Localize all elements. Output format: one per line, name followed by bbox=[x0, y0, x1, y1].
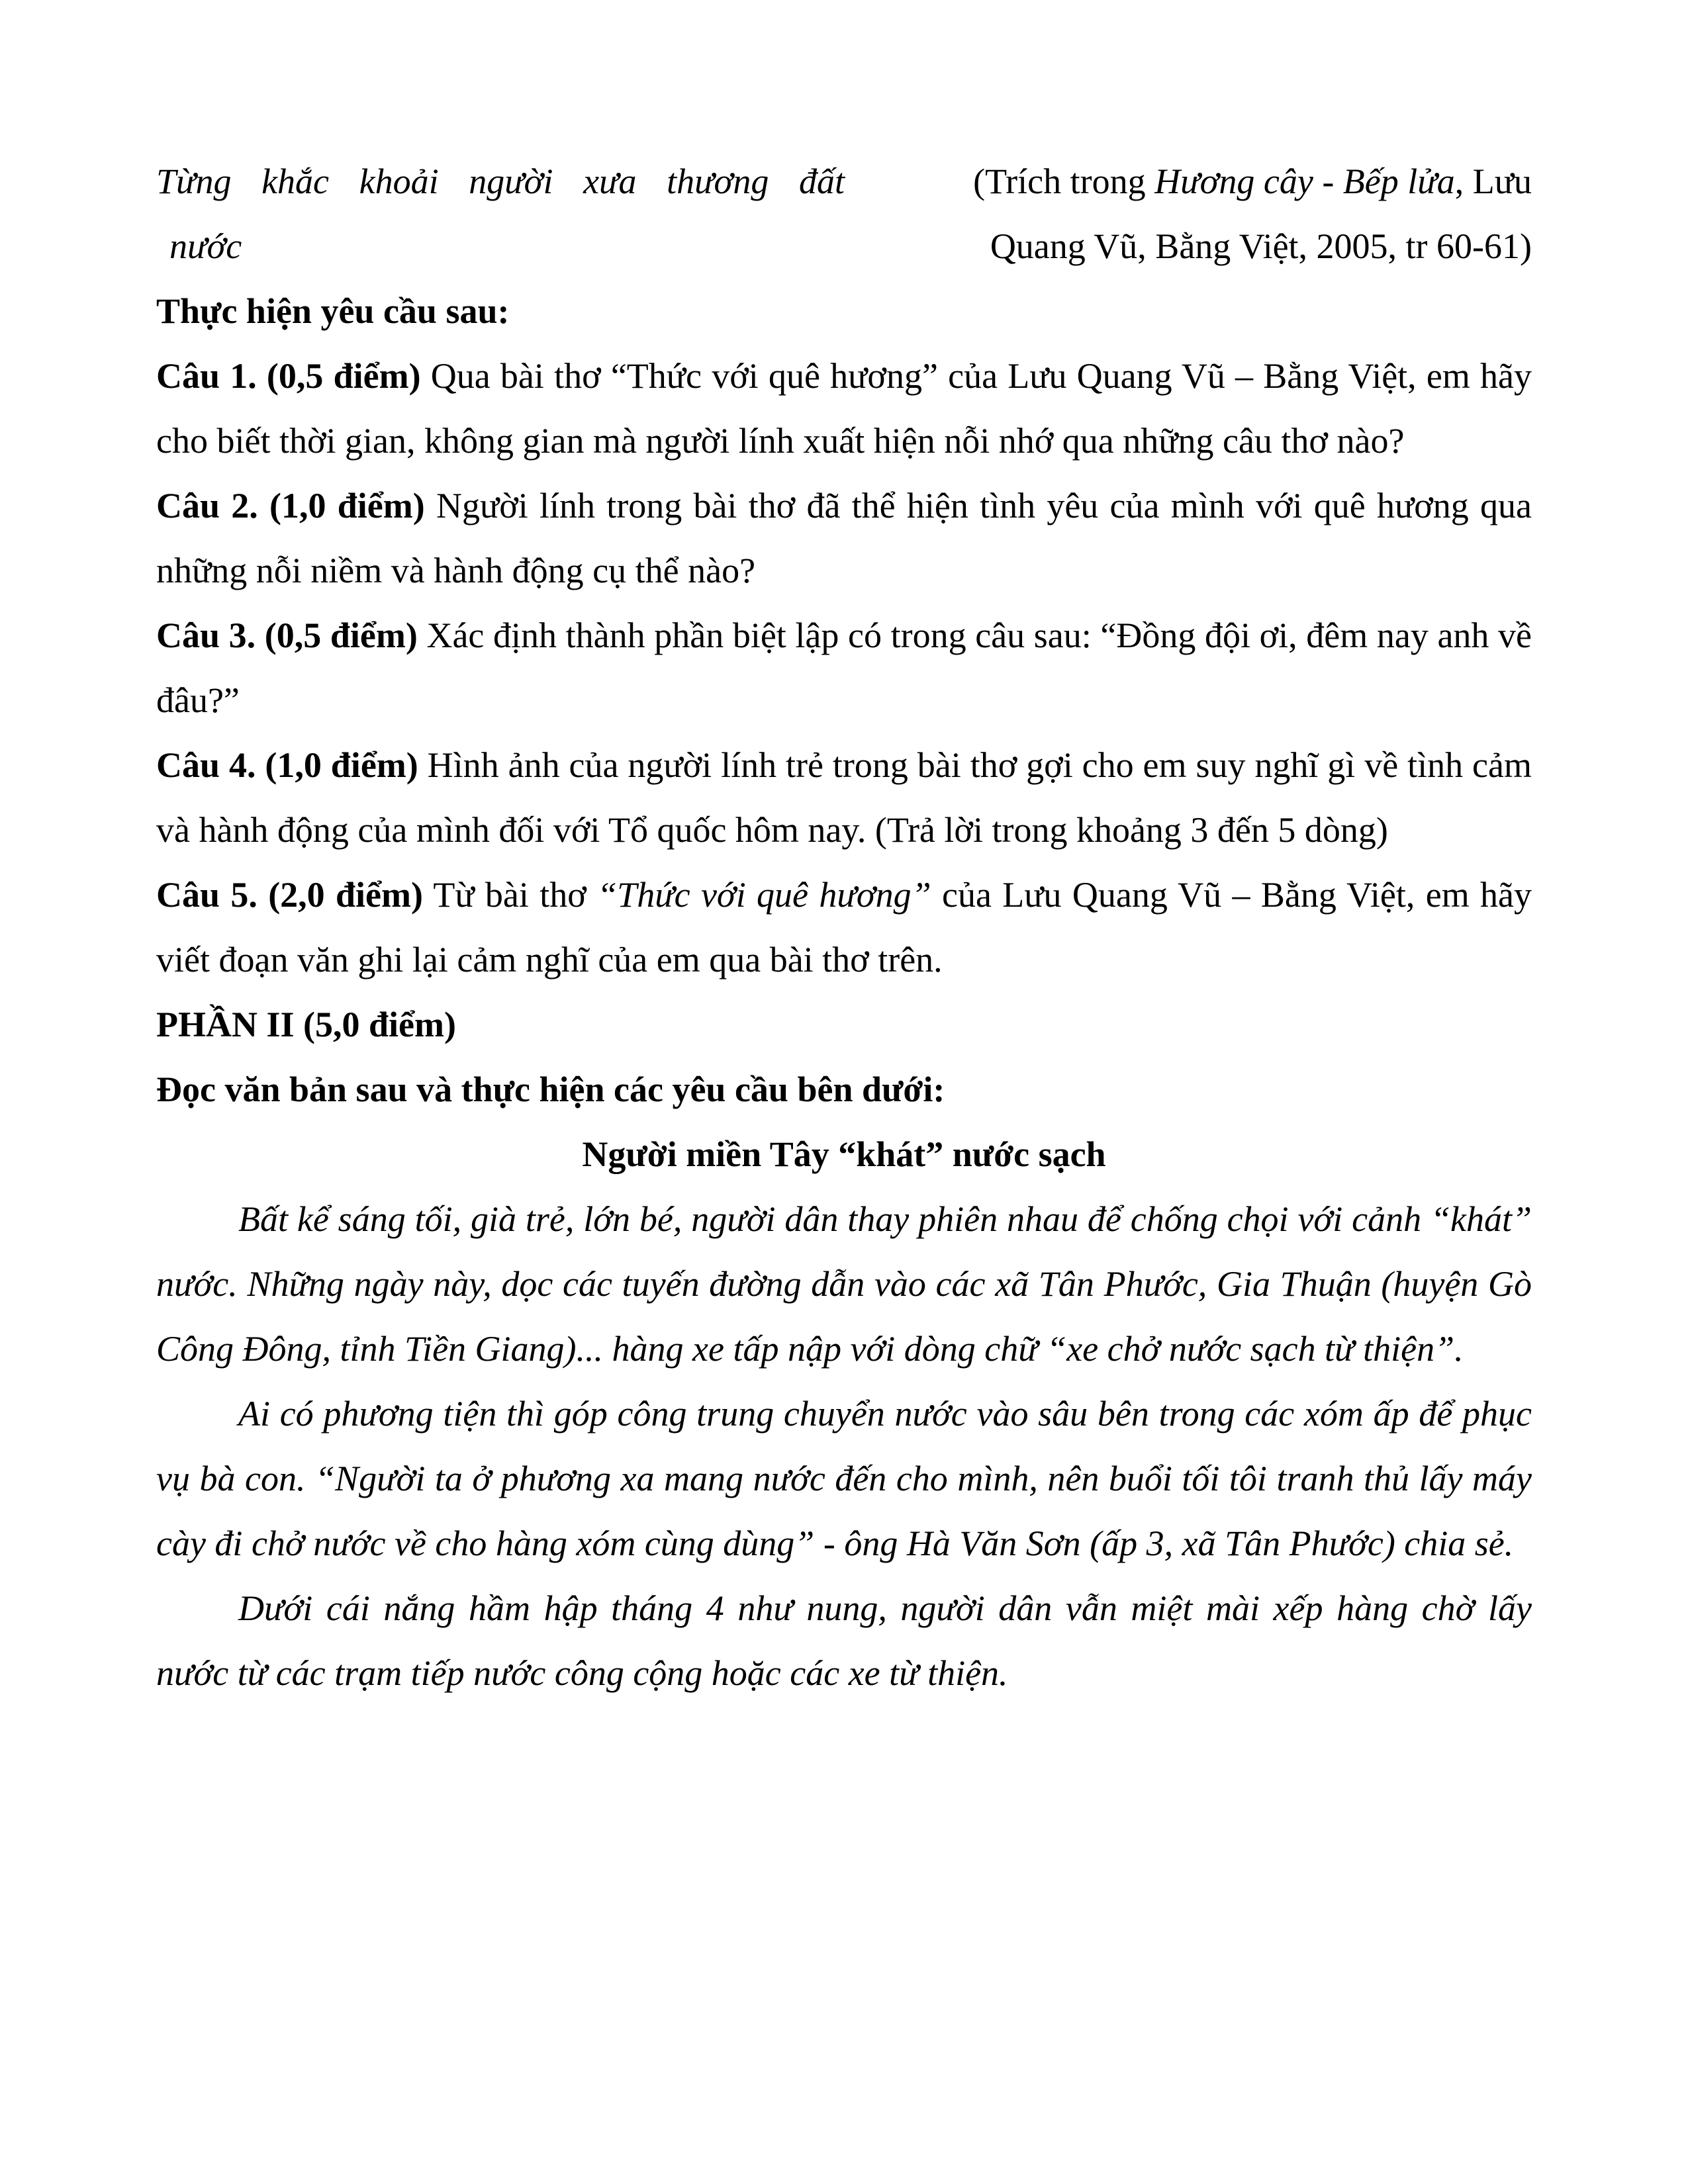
question-5-label: Câu 5. (2,0 điểm) bbox=[156, 875, 423, 915]
question-2-label: Câu 2. (1,0 điểm) bbox=[156, 486, 425, 525]
question-5 bbox=[156, 862, 1532, 992]
question-5-text-after: của Lưu Quang Vũ – Bằng Việt, em hãy viết đoạn văn ghi lại cảm nghĩ của em qua bài thơ trên. bbox=[156, 875, 1532, 979]
question-5-text-before: Từ bài thơ bbox=[422, 875, 598, 915]
question-3 bbox=[156, 603, 1532, 733]
poem-citation-header bbox=[156, 149, 1532, 279]
article-paragraph-2: Ai có phương tiện thì góp công trung chuyển nước vào sâu bên trong các xóm ấp để phục vụ bà con. “Người ta ở phương xa mang nước đến cho mình, nên buổi tối tôi tranh thủ lấy máy cày đi chở nước về cho hàng xóm cùng dùng” - ông Hà Văn Sơn (ấp 3, xã Tân Phước) chia sẻ. bbox=[156, 1394, 1532, 1563]
question-3-text: Xác định thành phần biệt lập có trong câu sau: “Đồng đội ơi, đêm nay anh về đâu?” bbox=[156, 615, 1532, 720]
poem-line-2: nước bbox=[169, 226, 242, 266]
document-page bbox=[156, 149, 1532, 1706]
question-3-label: Câu 3. (0,5 điểm) bbox=[156, 615, 418, 655]
poem-line-1: Từng khắc khoải người xưa thương đất bbox=[156, 161, 845, 201]
poem-excerpt bbox=[156, 149, 845, 279]
part-2-instruction: Đọc văn bản sau và thực hiện các yêu cầu bên dưới: bbox=[156, 1069, 945, 1109]
instructions-heading: Thực hiện yêu cầu sau: bbox=[156, 291, 510, 331]
part-2-heading: PHẦN II (5,0 điểm) bbox=[156, 1005, 456, 1044]
question-1-text: Qua bài thơ “Thức với quê hương” của Lưu Quang Vũ – Bằng Việt, em hãy cho biết thời gian, không gian mà người lính xuất hiện nỗi nhớ qua những câu thơ nào? bbox=[156, 356, 1532, 461]
citation-suffix: , Lưu bbox=[1454, 161, 1532, 201]
article-title: Người miền Tây “khát” nước sạch bbox=[582, 1134, 1106, 1174]
citation bbox=[896, 149, 1532, 279]
question-1 bbox=[156, 343, 1532, 473]
question-4 bbox=[156, 733, 1532, 862]
citation-prefix: (Trích trong bbox=[973, 161, 1155, 201]
citation-line-2: Quang Vũ, Bằng Việt, 2005, tr 60-61) bbox=[990, 226, 1532, 266]
question-2-text: Người lính trong bài thơ đã thể hiện tình yêu của mình với quê hương qua những nỗi niềm và hành động cụ thể nào? bbox=[156, 486, 1532, 590]
question-4-text: Hình ảnh của người lính trẻ trong bài thơ gợi cho em suy nghĩ gì về tình cảm và hành động của mình đối với Tổ quốc hôm nay. (Trả lời trong khoảng 3 đến 5 dòng) bbox=[156, 745, 1532, 850]
question-5-poem-title: “Thức với quê hương” bbox=[597, 875, 931, 915]
question-4-label: Câu 4. (1,0 điểm) bbox=[156, 745, 418, 785]
article-paragraph-3: Dưới cái nắng hầm hập tháng 4 như nung, người dân vẫn miệt mài xếp hàng chờ lấy nước từ các trạm tiếp nước công cộng hoặc các xe từ thiện. bbox=[156, 1588, 1532, 1693]
question-2 bbox=[156, 473, 1532, 603]
article-paragraph-1: Bất kể sáng tối, già trẻ, lớn bé, người dân thay phiên nhau để chống chọi với cảnh “khát” nước. Những ngày này, dọc các tuyến đường dẫn vào các xã Tân Phước, Gia Thuận (huyện Gò Công Đông, tỉnh Tiền Giang)... hàng xe tấp nập với dòng chữ “xe chở nước sạch từ thiện”. bbox=[156, 1199, 1532, 1369]
citation-title: Hương cây - Bếp lửa bbox=[1154, 161, 1455, 201]
question-1-label: Câu 1. (0,5 điểm) bbox=[156, 356, 421, 396]
